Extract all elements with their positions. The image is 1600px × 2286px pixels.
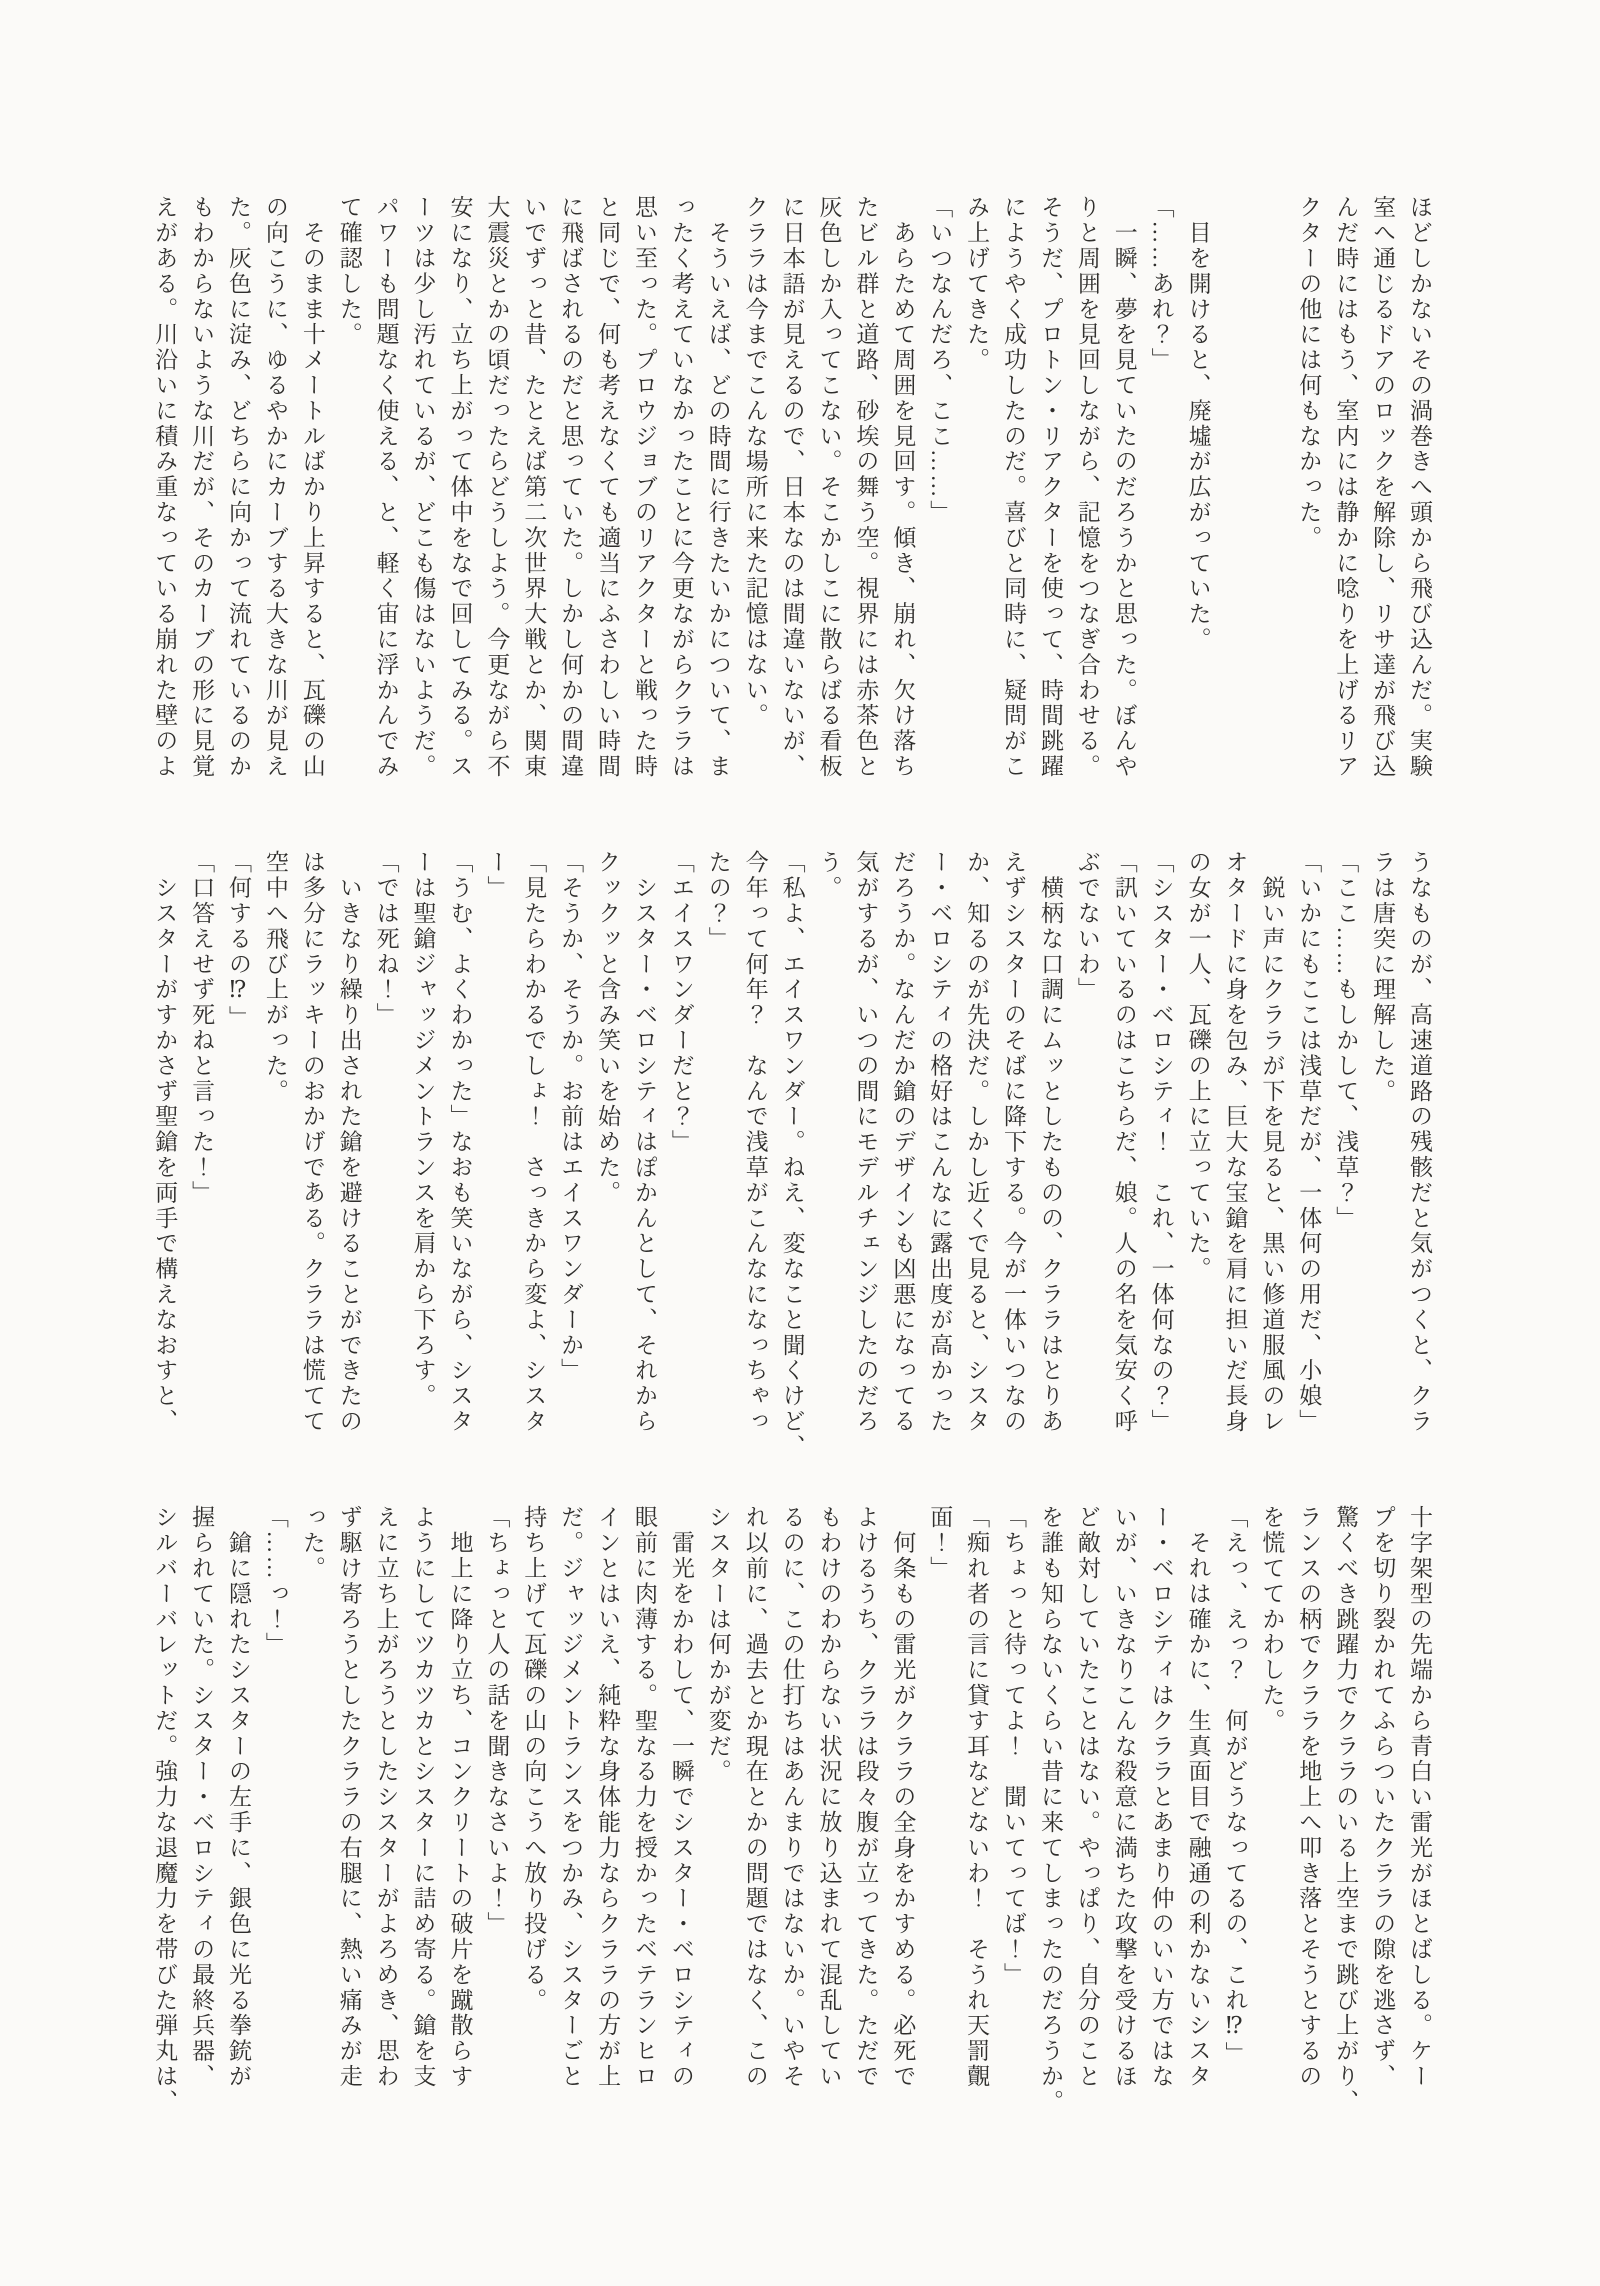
text-column: 安になり、立ち上がって体中をなで回してみる。ス	[447, 195, 473, 780]
text-column: 「訊いているのはこちらだ、娘。人の名を気安く呼	[1111, 850, 1137, 1435]
text-column: にようやく成功したのだ。喜びと同時に、疑問がこ	[1001, 195, 1027, 780]
text-column: の女が一人、瓦礫の上に立っていた。	[1185, 850, 1211, 1282]
text-column: 「ちょっと人の話を聞きなさいよ！」	[484, 1505, 510, 1937]
text-column: シスターは何かが変だ。	[705, 1505, 731, 1785]
text-column: か、知るのが先決だ。しかし近くで見ると、シスタ	[964, 850, 990, 1435]
text-column: を慌ててかわした。	[1259, 1505, 1285, 1734]
text-column: 「私よ、エイスワンダー。ねえ、変なこと聞くけど、	[779, 850, 805, 1460]
text-column: パワーも問題なく使える、と、軽く宙に浮かんでみ	[373, 195, 399, 780]
text-column: と同じで、何も考えなくても適当にふさわしい時間	[595, 195, 621, 780]
text-column: えがある。川沿いに積み重なっている崩れた壁のよ	[152, 195, 178, 780]
text-column: 鎗に隠れたシスターの左手に、銀色に光る拳銃が	[226, 1505, 251, 2090]
text-column: 「そうか、そうか。お前はエイスワンダーか」	[558, 850, 584, 1384]
text-column: そうだ、プロトン・リアクターを使って、時間跳躍	[1037, 195, 1063, 780]
text-column: うなものが、高速道路の残骸だと気がつくと、クラ	[1407, 850, 1432, 1435]
text-column: 「何するの⁉」	[226, 850, 251, 1031]
text-column: 眼前に肉薄する。聖なる力を授かったベテランヒロ	[631, 1505, 657, 2090]
text-column: 大震災とかの頃だったらどうしよう。今更ながら不	[484, 195, 510, 780]
text-column: った。	[299, 1505, 325, 1582]
text-column: そのまま十メートルばかり上昇すると、瓦礫の山	[299, 195, 325, 780]
text-band-top	[145, 195, 1437, 783]
text-column	[1216, 195, 1253, 783]
text-column: 「シスター・ベロシティ！ これ、一体何なの？」	[1148, 850, 1174, 1435]
text-column: クララは今までこんな場所に来た記憶はない。	[742, 195, 768, 729]
text-column: オタードに身を包み、巨大な宝鎗を肩に担いだ長身	[1222, 850, 1248, 1435]
text-column: 「痴れ者の言に貸す耳などないわ！ そうれ天罰覿	[964, 1505, 990, 2090]
text-column: ー・ベロシティの格好はこんなに露出度が高かった	[927, 850, 953, 1435]
text-column: ー・ベロシティはクララとあまり仲のいい方ではな	[1148, 1505, 1174, 2090]
text-column: いでずっと昔、たとえば第二次世界大戦とか、関東	[521, 195, 547, 780]
text-column: 一瞬、夢を見ていたのだろうかと思った。ぼんや	[1111, 195, 1137, 780]
text-column: 驚くべき跳躍力でクララのいる上空まで跳び上がり、	[1333, 1505, 1359, 2115]
text-column: に日本語が見えるので、日本なのは間違いないが、	[779, 195, 805, 780]
text-column: ったく考えていなかったことに今更ながらクララは	[668, 195, 694, 780]
text-column: いが、いきなりこんな殺意に満ちた攻撃を受けるほ	[1111, 1505, 1137, 2090]
text-column: いきなり繰り出された鎗を避けることができたの	[336, 850, 362, 1435]
text-column: 鋭い声にクララが下を見ると、黒い修道服風のレ	[1259, 850, 1285, 1435]
text-column: それは確かに、生真面目で融通の利かないシスタ	[1185, 1505, 1211, 2090]
text-column: クックッと含み笑いを始めた。	[595, 850, 621, 1206]
text-column: 雷光をかわして、一瞬でシスター・ベロシティの	[668, 1505, 694, 2090]
text-column: ぶでないわ」	[1074, 850, 1100, 1003]
text-column	[1252, 195, 1289, 783]
text-column: シルバーバレットだ。強力な退魔力を帯びた弾丸は、	[152, 1505, 178, 2115]
text-column: ず駆け寄ろうとしたクララの右腿に、熱い痛みが走	[336, 1505, 362, 2090]
text-column: 握られていた。シスター・ベロシティの最終兵器、	[189, 1505, 215, 2090]
text-column: ーは聖鎗ジャッジメントランスを肩から下ろす。	[410, 850, 436, 1409]
text-column: う。	[816, 850, 842, 901]
text-column: えずシスターのそばに降下する。今が一体いつなの	[1001, 850, 1027, 1435]
text-column: るのに、この仕打ちはあんまりではないか。いやそ	[779, 1505, 805, 2090]
text-column: は多分にラッキーのおかげである。クララは慌てて	[299, 850, 325, 1435]
text-column: もわからないような川だが、そのカーブの形に見覚	[189, 195, 215, 780]
text-column: 空中へ飛び上がった。	[262, 850, 288, 1104]
text-column: た。灰色に淀み、どちらに向かって流れているのか	[226, 195, 251, 780]
text-column: えに立ち上がろうとしたシスターがよろめき、思わ	[373, 1505, 399, 2090]
text-column: 「見たらわかるでしょ！ さっきから変よ、シスタ	[521, 850, 547, 1435]
text-column: 「ここ……もしかして、浅草？」	[1333, 850, 1359, 1231]
text-column: 「うむ、よくわかった」なおも笑いながら、シスタ	[447, 850, 473, 1435]
text-column: ど敵対していたことはない。やっぱり、自分のこと	[1074, 1505, 1100, 2090]
text-column: インとはいえ、純粋な身体能力ならクララの方が上	[595, 1505, 621, 2090]
text-column: ようにしてツカツカとシスターに詰め寄る。鎗を支	[410, 1505, 436, 2090]
text-column: 「エイスワンダーだと？」	[668, 850, 694, 1155]
text-column: たの？」	[705, 850, 731, 952]
text-column: 今年って何年？ なんで浅草がこんなになっちゃっ	[742, 850, 768, 1435]
text-column: そういえば、どの時間に行きたいかについて、ま	[705, 195, 731, 780]
text-column: ランスの柄でクララを地上へ叩き落とそうとするの	[1296, 1505, 1322, 2090]
text-column: て確認した。	[336, 195, 362, 348]
text-column: に飛ばされるのだと思っていた。しかし何かの間違	[558, 195, 584, 780]
text-column: ラは唐突に理解した。	[1370, 850, 1396, 1104]
text-column: 思い至った。プロウジョブのリアクターと戦った時	[631, 195, 657, 780]
text-column: 「えっ、えっ？ 何がどうなってるの、これ⁉」	[1222, 1505, 1248, 2067]
text-column: ー」	[484, 850, 510, 901]
text-column: りと周囲を見回しながら、記憶をつなぎ合わせる。	[1074, 195, 1100, 780]
text-column: の向こうに、ゆるやかにカーブする大きな川が見え	[262, 195, 288, 780]
text-column: 「いかにもここは浅草だが、一体何の用だ、小娘」	[1296, 850, 1322, 1435]
text-column: 目を開けると、廃墟が広がっていた。	[1185, 195, 1211, 653]
text-column: 「ちょっと待ってよ！ 聞いてってば！」	[1001, 1505, 1027, 1988]
text-column: 「……っ！」	[262, 1505, 288, 1658]
text-column: 「……あれ？」	[1148, 195, 1174, 373]
text-column: あらためて周囲を見回す。傾き、崩れ、欠け落ち	[890, 195, 916, 780]
text-column: プを切り裂かれてふらついたクララの隙を逃さず、	[1370, 1505, 1396, 2090]
text-column: よけるうち、クララは段々腹が立ってきた。ただで	[853, 1505, 879, 2090]
text-column: み上げてきた。	[964, 195, 990, 373]
text-band-middle	[145, 850, 1437, 1460]
text-column: 横柄な口調にムッとしたものの、クララはとりあ	[1037, 850, 1063, 1435]
text-column: 室へ通じるドアのロックを解除し、リサ達が飛び込	[1370, 195, 1396, 780]
text-column: 気がするが、いつの間にモデルチェンジしたのだろ	[853, 850, 879, 1435]
text-column: 「いつなんだろ、ここ……」	[927, 195, 953, 526]
text-column: 面！」	[927, 1505, 953, 1582]
text-column: 何条もの雷光がクララの全身をかすめる。必死で	[890, 1505, 916, 2090]
text-column: ほどしかないその渦巻きへ頭から飛び込んだ。実験	[1407, 195, 1432, 780]
text-column: もわけのわからない状況に放り込まれて混乱してい	[816, 1505, 842, 2090]
text-column: シスターがすかさず聖鎗を両手で構えなおすと、	[152, 850, 178, 1435]
text-column: 灰色しか入ってこない。そこかしこに散らばる看板	[816, 195, 842, 780]
text-column: 「口答えせず死ねと言った！」	[189, 850, 215, 1206]
text-column: れ以前に、過去とか現在とかの問題ではなく、この	[742, 1505, 768, 2090]
text-column: 「では死ね！」	[373, 850, 399, 1028]
text-column: を誰も知らないくらい昔に来てしまったのだろうか。	[1037, 1505, 1063, 2115]
text-column: クターの他には何もなかった。	[1296, 195, 1322, 551]
text-column: たビル群と道路、砂埃の舞う空。視界には赤茶色と	[853, 195, 879, 780]
text-column: だ。ジャッジメントランスをつかみ、シスターごと	[558, 1505, 584, 2090]
text-column: 地上に降り立ち、コンクリートの破片を蹴散らす	[447, 1505, 473, 2090]
text-column: 持ち上げて瓦礫の山の向こうへ放り投げる。	[521, 1505, 547, 2013]
text-column: だろうか。なんだか鎗のデザインも凶悪になってる	[890, 850, 916, 1435]
text-column: ーツは少し汚れているが、どこも傷はないようだ。	[410, 195, 436, 780]
text-band-bottom	[145, 1505, 1437, 2115]
text-column: 十字架型の先端から青白い雷光がほとばしる。ケー	[1407, 1505, 1432, 2090]
text-column: シスター・ベロシティはぽかんとして、それから	[631, 850, 657, 1435]
text-column: んだ時にはもう、室内には静かに唸りを上げるリア	[1333, 195, 1359, 780]
